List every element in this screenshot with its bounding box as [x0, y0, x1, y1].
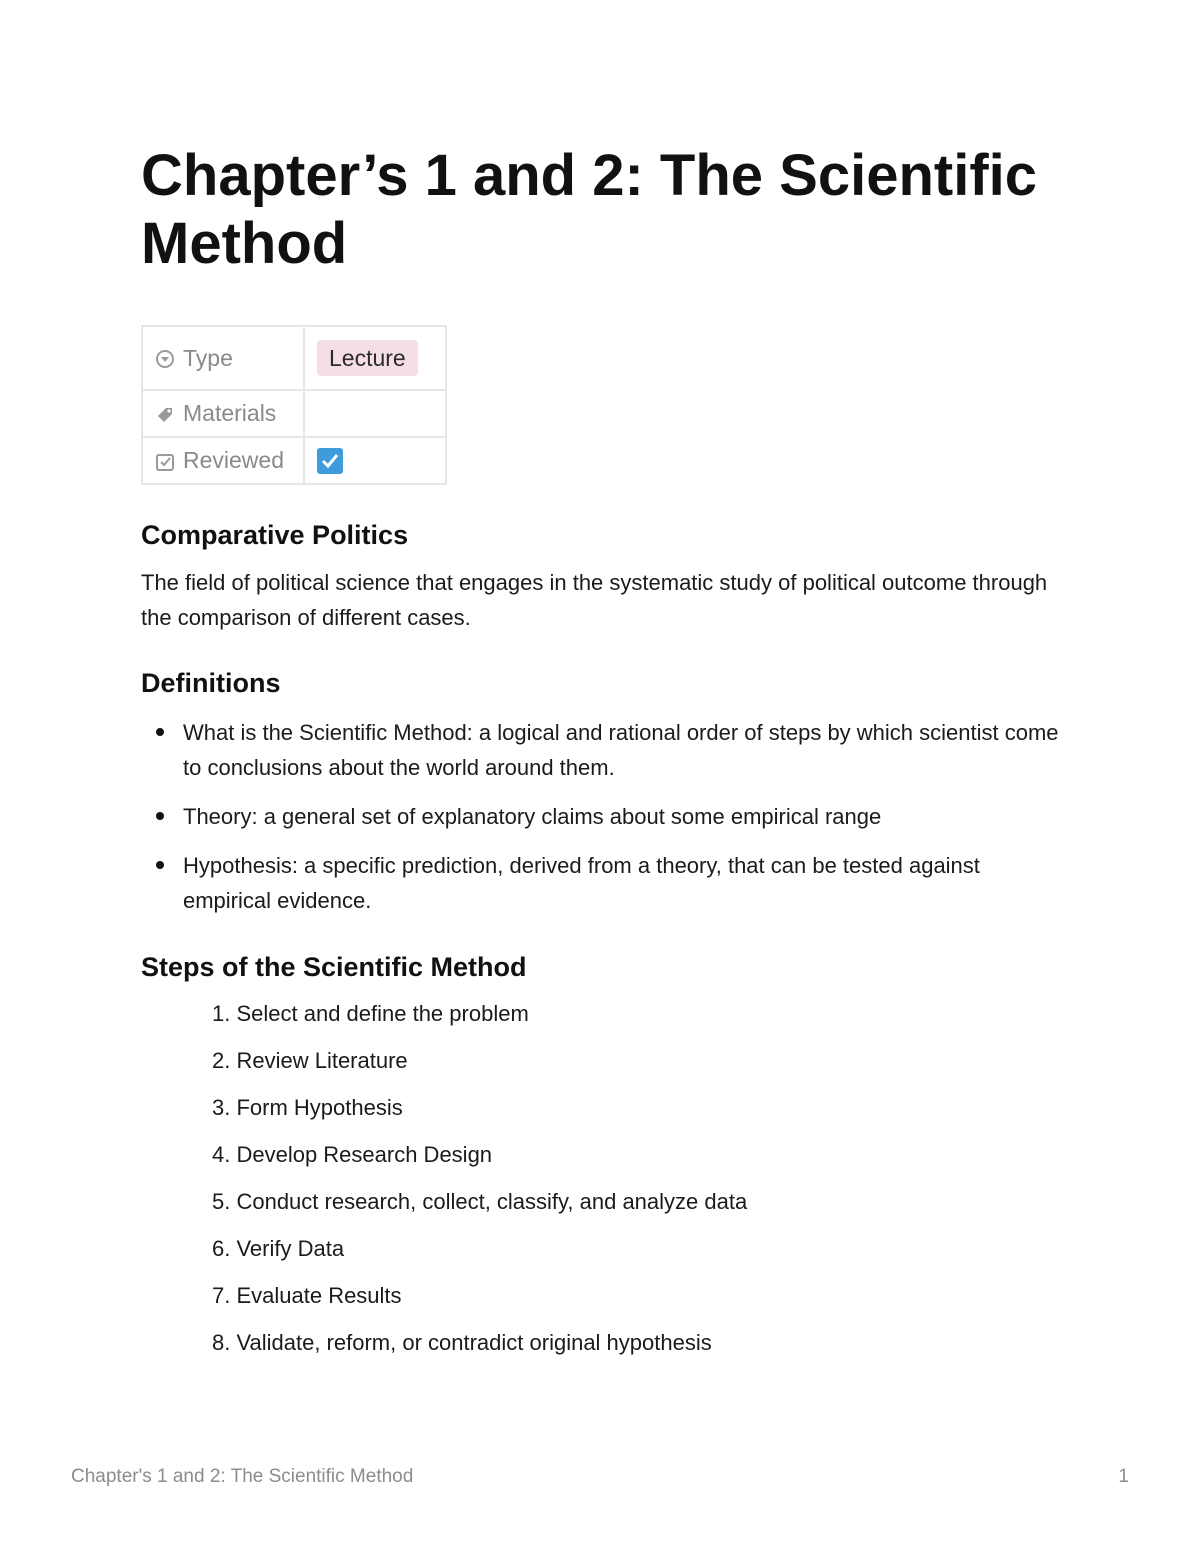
- property-row-type: [142, 326, 446, 390]
- reviewed-checkbox[interactable]: [317, 448, 343, 474]
- select-icon: [155, 349, 175, 369]
- list-item: 5. Conduct research, collect, classify, and analyze data: [212, 1189, 748, 1214]
- property-label-type: Type: [183, 344, 233, 371]
- page-title: Chapter’s 1 and 2: The Scientific Method: [141, 143, 1037, 276]
- list-item: 2. Review Literature: [212, 1048, 408, 1073]
- property-key: [142, 390, 304, 437]
- heading-definitions: Definitions: [141, 668, 281, 698]
- property-value[interactable]: [304, 326, 446, 390]
- list-item: 1. Select and define the problem: [212, 1001, 529, 1026]
- list-item: Theory: a general set of explanatory claims about some empirical range: [141, 799, 1071, 834]
- list-item: 4. Develop Research Design: [212, 1142, 493, 1167]
- definitions-list: [141, 715, 1071, 932]
- type-tag[interactable]: Lecture: [317, 340, 418, 376]
- steps-list: [212, 996, 747, 1372]
- property-row-materials: [142, 390, 446, 437]
- heading-comparative-politics: Comparative Politics: [141, 520, 409, 550]
- list-item: 7. Evaluate Results: [212, 1283, 402, 1308]
- list-item: 8. Validate, reform, or contradict original hypothesis: [212, 1330, 712, 1355]
- materials-value[interactable]: [304, 390, 446, 437]
- reviewed-value: [304, 437, 446, 484]
- list-item: What is the Scientific Method: a logical and rational order of steps by which scientist come to conclusions about the world around them.: [141, 715, 1071, 785]
- property-key: [142, 437, 304, 484]
- property-label-reviewed: Reviewed: [183, 447, 284, 473]
- list-item: 6. Verify Data: [212, 1236, 345, 1261]
- property-row-reviewed: [142, 437, 446, 484]
- properties-table: [141, 325, 447, 485]
- footer-title: Chapter's 1 and 2: The Scientific Method: [71, 1466, 414, 1487]
- property-key: [142, 326, 304, 390]
- comparative-politics-text: The field of political science that engages in the systematic study of political outcome through the comparison of different cases.: [141, 570, 1048, 630]
- heading-steps: Steps of the Scientific Method: [141, 952, 527, 982]
- list-item: Hypothesis: a specific prediction, derived from a theory, that can be tested against empirical evidence.: [141, 848, 1071, 918]
- list-item: 3. Form Hypothesis: [212, 1095, 403, 1120]
- property-label-materials: Materials: [183, 400, 277, 426]
- checkbox-icon: [155, 452, 175, 472]
- page-number: 1: [1118, 1466, 1129, 1487]
- tag-icon: [155, 405, 175, 425]
